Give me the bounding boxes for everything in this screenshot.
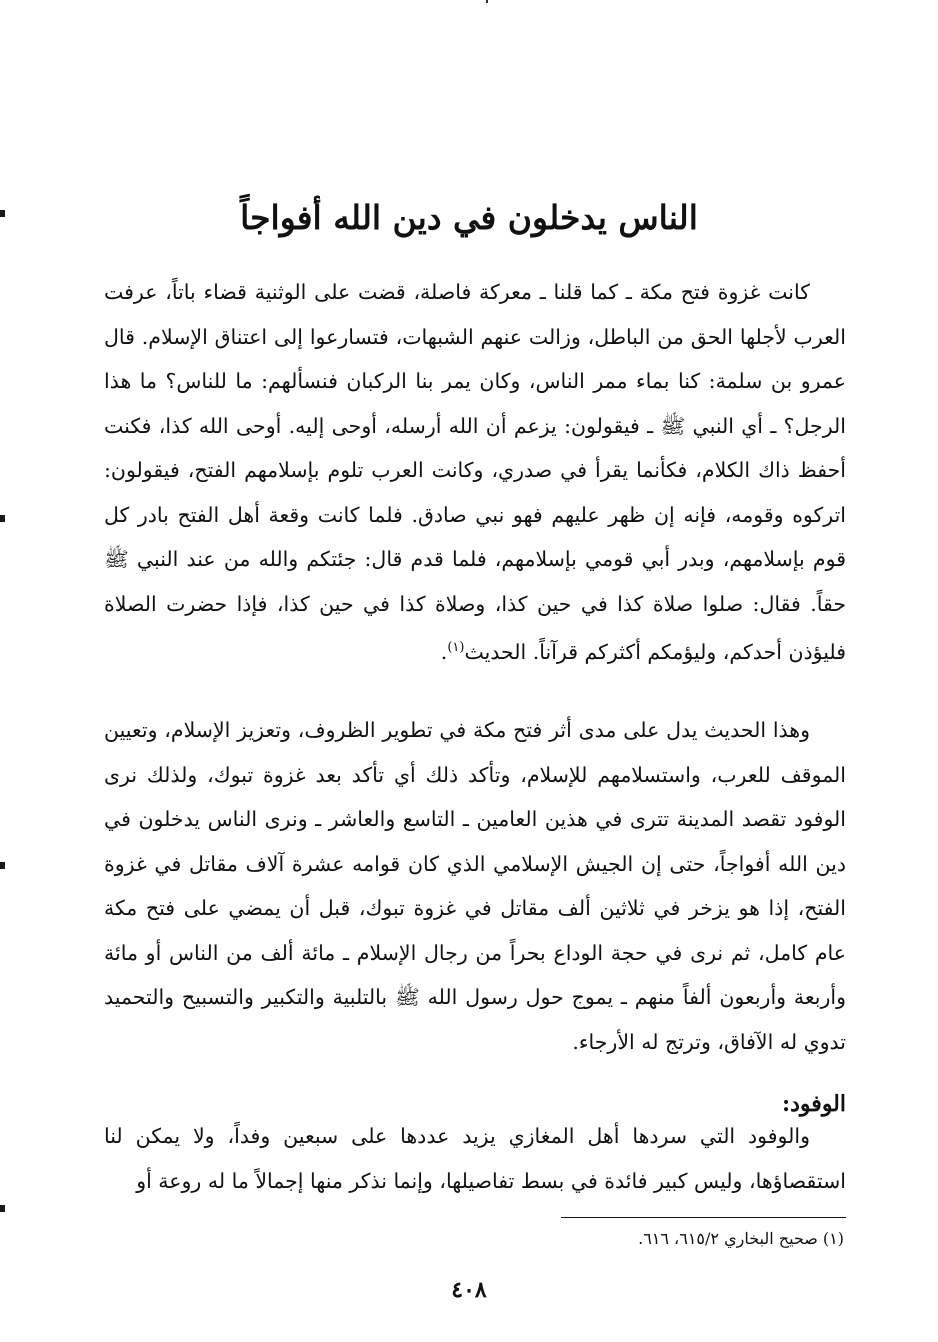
binding-mark (0, 210, 5, 217)
paragraph-2 (104, 708, 846, 1064)
binding-mark (0, 515, 5, 522)
footnote-divider (561, 1217, 846, 1218)
page-number: ٤٠٨ (451, 1277, 487, 1303)
paragraph-1-lead: كانت غزوة فتح مكة ـ كما قلنا ـ معركة فاصلة، قضت على الوثنية قضاء باتاً، عرفت العرب لأجلها الحق من الباطل، وزالت عنهم الشبهات، فتسارعوا إلى اعتناق الإسلام. قال عمرو بن سلمة: كنا بماء ممر الناس، وكان يمر بنا الركبان فنسألهم: ما للناس؟ ما هذا الرجل؟ ـ أي النبي ﷺ ـ فيقولون: يزعم أن الله أرسله، أوحى إليه. أوحى الله كذا، فكنت أحفظ ذاك الكلام، فكأنما يقرأ في صدري، وكانت العرب تلوم بإسلامهم الفتح، فيقولون: اتركوه وقومه، فإنه إن ظهر عليهم فهو نبي صادق. فلما كانت وقعة أهل الفتح بادر كل قوم بإسلامهم، وبدر أبي قومي بإسلامهم، فلما قدم قال: جئتكم والله من عند النبي ﷺ حقاً. فقال: صلوا صلاة كذا في حين كذا، وصلاة كذا في حين كذا، فإذا حضرت الصلاة فليؤذن أحدكم، وليؤمكم أكثركم قرآناً. الحديث (104, 280, 846, 664)
binding-mark (0, 1205, 5, 1212)
paragraph-1-trail: . (440, 639, 448, 664)
section-heading: الوفود: (782, 1091, 846, 1118)
footnote: (١) صحيح البخاري ٦١٥/٢، ٦١٦. (638, 1229, 844, 1248)
paragraph-3-text: والوفود التي سردها أهل المغازي يزيد عددها على سبعين وفداً، ولا يمكن لنا استقصاؤها، وليس كبير فائدة في بسط تفاصيلها، وإنما نذكر منها إجمالاً ما له روعة أو (104, 1124, 846, 1193)
paragraph-1 (104, 270, 846, 674)
paragraph-3 (104, 1114, 846, 1203)
scan-artifact (486, 0, 488, 3)
footnote-reference: (١) (447, 640, 465, 655)
binding-mark (0, 862, 5, 869)
paragraph-1-text (104, 270, 846, 674)
paragraph-2-text: وهذا الحديث يدل على مدى أثر فتح مكة في تطوير الظروف، وتعزيز الإسلام، وتعيين الموقف للعرب، واستسلامهم للإسلام، وتأكد ذلك أي تأكد بعد غزوة تبوك، ولذلك نرى الوفود تقصد المدينة تترى في هذين العامين ـ التاسع والعاشر ـ ونرى الناس يدخلون في دين الله أفواجاً، حتى إن الجيش الإسلامي الذي كان قوامه عشرة آلاف مقاتل في غزوة الفتح، إذا هو يزخر في ثلاثين ألف مقاتل في غزوة تبوك، قبل أن يمضي على فتح مكة عام كامل، ثم نرى في حجة الوداع بحراً من رجال الإسلام ـ مائة ألف من الناس أو مائة وأربعة وأربعون ألفاً منهم ـ يموج حول رسول الله ﷺ بالتلبية والتكبير والتسبيح والتحميد تدوي له الآفاق، وترتج له الأرجاء. (104, 718, 846, 1054)
chapter-title: الناس يدخلون في دين الله أفواجاً (240, 198, 698, 238)
